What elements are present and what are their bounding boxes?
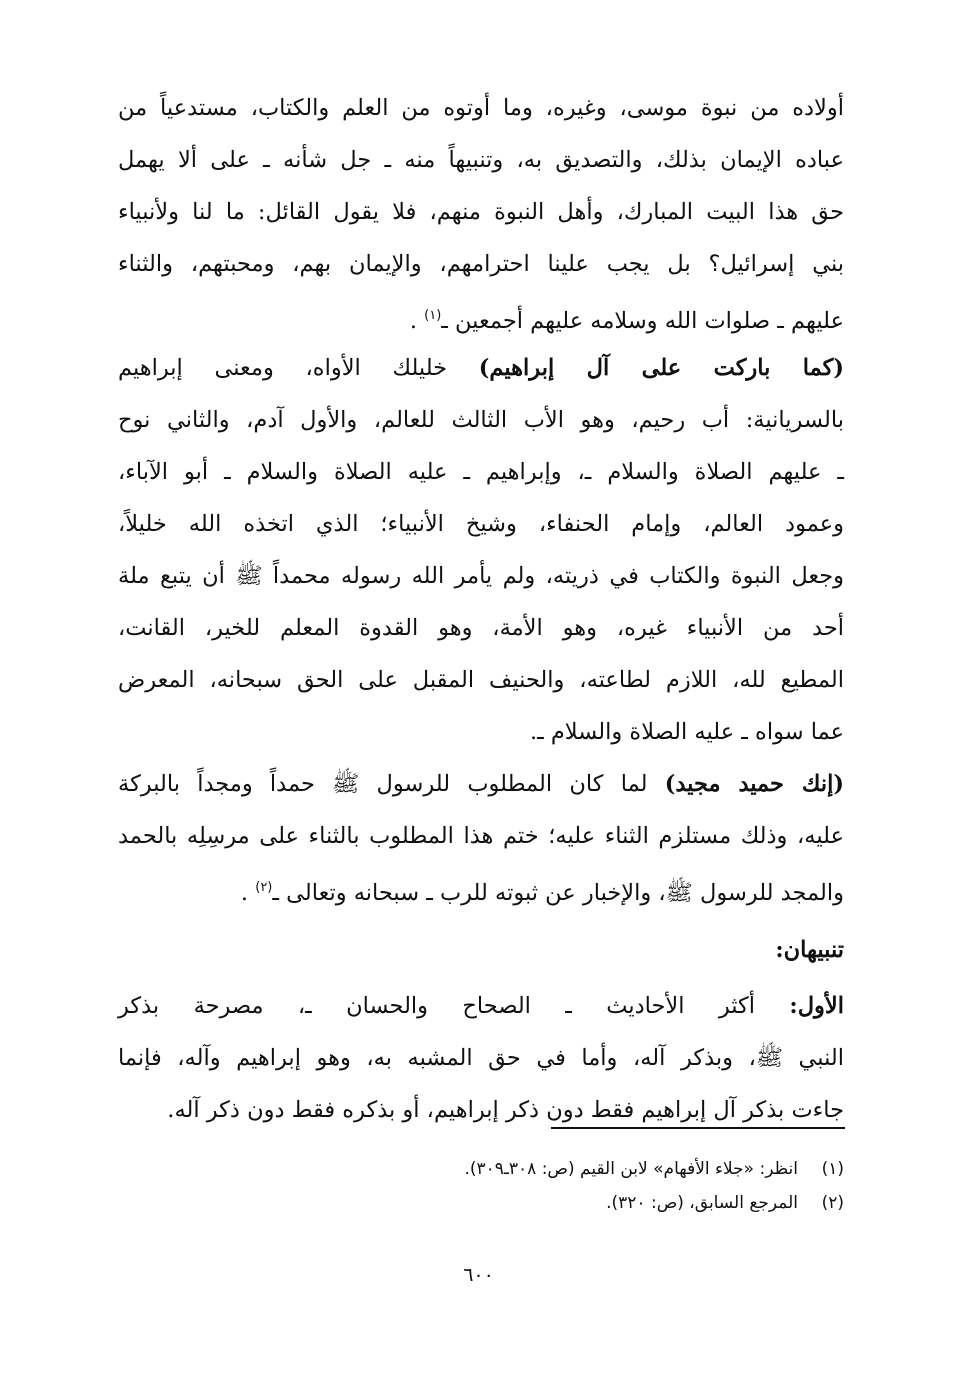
text-line: بالسريانية: أب رحيم، وهو الأب الثالث للعالم، والأول آدم، والثاني نوح bbox=[118, 407, 844, 433]
text-line: المطيع لله، اللازم لطاعته، والحنيف المقبل على الحق سبحانه، المعرض bbox=[118, 667, 844, 693]
quoted-phrase: (إنك حميد مجيد) bbox=[664, 771, 844, 797]
main-text bbox=[118, 82, 844, 1136]
text-line: عباده الإيمان بذلك، والتصديق به، وتنبيهاً منه ـ جل شأنه ـ على ألا يهمل bbox=[118, 147, 844, 173]
text-line: ـ عليهم الصلاة والسلام ـ، وإبراهيم ـ عليه الصلاة والسلام ـ أبو الآباء، bbox=[118, 459, 844, 485]
footnote-number: (٢) bbox=[821, 1193, 844, 1213]
text-line: وجعل النبوة والكتاب في ذريته، ولم يأمر الله رسوله محمداً ﷺ أن يتبع ملة bbox=[118, 563, 844, 589]
footnote-text: المرجع السابق، (ص: ٣٢٠). bbox=[606, 1193, 798, 1213]
text-line bbox=[118, 290, 844, 342]
footnote-number: (١) bbox=[821, 1159, 844, 1179]
text-fragment: خليلك الأواه، ومعنى إبراهيم bbox=[118, 355, 448, 381]
text-line: بني إسرائيل؟ بل يجب علينا احترامهم، والإيمان بهم، ومحبتهم، والثناء bbox=[118, 251, 844, 277]
text-fragment: أكثر الأحاديث ـ الصحاح والحسان ـ، مصرحة بذكر bbox=[118, 993, 756, 1019]
footnotes bbox=[118, 1152, 844, 1220]
text-fragment: عليهم ـ صلوات الله وسلامه عليهم أجمعين ـ bbox=[441, 308, 844, 334]
footnote-separator bbox=[551, 1127, 845, 1129]
text-line: جاءت بذكر آل إبراهيم فقط دون ذكر إبراهيم، أو بذكره فقط دون ذكر آله. bbox=[167, 1097, 844, 1123]
text-line: أولاده من نبوة موسى، وغيره، وما أوتوه من العلم والكتاب، مستدعياً من bbox=[118, 95, 844, 121]
text-line: حق هذا البيت المبارك، وأهل النبوة منهم، فلا يقول القائل: ما لنا ولأنبياء bbox=[118, 199, 844, 225]
sentence-end: . bbox=[240, 880, 249, 906]
footnote bbox=[118, 1152, 844, 1186]
text-line bbox=[118, 862, 844, 914]
text-fragment: والمجد للرسول ﷺ، والإخبار عن ثبوته للرب ـ سبحانه وتعالى ـ bbox=[272, 880, 844, 906]
footnote-ref: (١) bbox=[424, 308, 442, 323]
text-fragment: لما كان المطلوب للرسول ﷺ حمداً ومجداً بالبركة bbox=[118, 771, 648, 797]
footnote-ref: (٢) bbox=[255, 880, 273, 895]
page-number: ٦٠٠ bbox=[463, 1264, 494, 1286]
footnote-text: انظر: «جلاء الأفهام» لابن القيم (ص: ٣٠٨ـ٣٠٩). bbox=[464, 1159, 798, 1179]
point-label: الأول: bbox=[789, 993, 844, 1019]
text-line: وعمود العالم، وإمام الحنفاء، وشيخ الأنبياء؛ الذي اتخذه الله خليلاً، bbox=[118, 511, 844, 537]
text-line: النبي ﷺ، وبذكر آله، وأما في حق المشبه به، وهو إبراهيم وآله، فإنما bbox=[118, 1045, 844, 1071]
text-line: عما سواه ـ عليه الصلاة والسلام ـ. bbox=[529, 719, 844, 745]
text-line: أحد من الأنبياء غيره، وهو الأمة، وهو القدوة المعلم للخير، القانت، bbox=[118, 615, 844, 641]
footnote bbox=[118, 1186, 844, 1220]
quoted-phrase: (كما باركت على آل إبراهيم) bbox=[478, 355, 844, 381]
text-line bbox=[118, 980, 844, 1032]
text-line bbox=[118, 758, 844, 810]
text-line bbox=[118, 342, 844, 394]
section-heading: تنبيهان: bbox=[775, 937, 844, 963]
text-line: عليه، وذلك مستلزم الثناء عليه؛ ختم هذا المطلوب بالثناء على مرسِلِه بالحمد bbox=[118, 823, 844, 849]
sentence-end: . bbox=[409, 308, 417, 334]
